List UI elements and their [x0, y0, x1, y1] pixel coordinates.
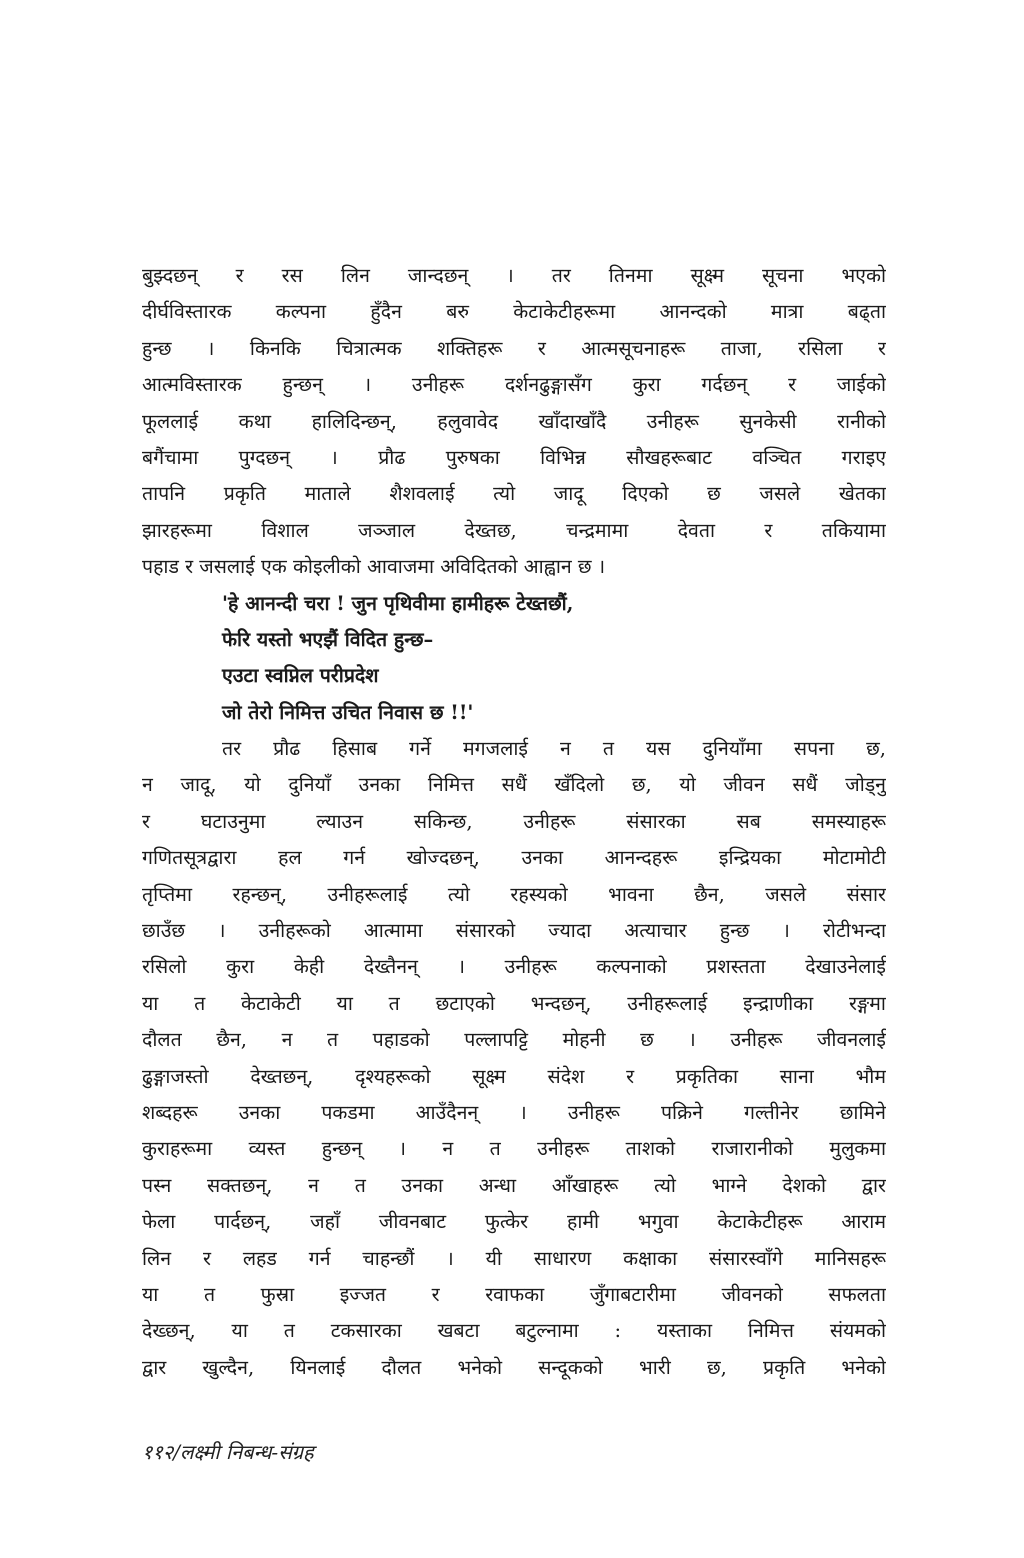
- text-line: पस्न सक्तछन्, न त उनका अन्धा आँखाहरू त्यो भाग्ने देशको द्वार: [142, 1173, 886, 1197]
- page-body: [142, 258, 886, 1386]
- verse-line: फेरि यस्तो भएझैं विदित हुन्छ–: [222, 627, 434, 651]
- text-line: ढुङ्गाजस्तो देख्तछन्, दृश्यहरूको सूक्ष्म संदेश र प्रकृतिका साना भौम: [142, 1064, 886, 1088]
- verse-line: जो तेरो निमित्त उचित निवास छ !!': [222, 700, 474, 724]
- text-line: गणितसूत्रद्वारा हल गर्न खोज्दछन्, उनका आनन्दहरू इन्द्रियका मोटामोटी: [142, 846, 886, 870]
- text-line: बगैंचामा पुग्दछन् । प्रौढ पुरुषका विभिन्न सौखहरूबाट वञ्चित गराइए: [142, 445, 886, 469]
- text-line: फूललाई कथा हालिदिन्छन्, हलुवावेद खाँदाखाँदै उनीहरू सुनकेसी रानीको: [142, 409, 886, 433]
- text-line: छाउँछ । उनीहरूको आत्मामा संसारको ज्यादा अत्याचार हुन्छ । रोटीभन्दा: [142, 919, 886, 943]
- page-footer: ११२/लक्ष्मी निबन्ध-संग्रह: [142, 1440, 314, 1464]
- text-line: तापनि प्रकृति माताले शैशवलाई त्यो जादू दिएको छ जसले खेतका: [142, 482, 886, 506]
- text-line: दौलत छैन, न त पहाडको पल्लापट्टि मोहनी छ । उनीहरू जीवनलाई: [142, 1028, 886, 1052]
- text-line: बुझ्दछन् र रस लिन जान्दछन् । तर तिनमा सूक्ष्म सूचना भएको: [142, 264, 886, 287]
- text-line: कुराहरूमा व्यस्त हुन्छन् । न त उनीहरू ताशको राजारानीको मुलुकमा: [142, 1137, 886, 1161]
- paragraph-1: [142, 258, 886, 586]
- verse-quote: [142, 586, 886, 732]
- text-line: द्वार खुल्दैन, यिनलाई दौलत भनेको सन्दूकको भारी छ, प्रकृति भनेको: [142, 1355, 886, 1379]
- text-line: तृप्तिमा रहन्छन्, उनीहरूलाई त्यो रहस्यको भावना छैन, जसले संसार: [142, 882, 886, 906]
- text-line: या त फुस्रा इज्जत र रवाफका जुँगाबटारीमा जीवनको सफलता: [142, 1282, 886, 1306]
- text-line: शब्दहरू उनका पकडमा आउँदैनन् । उनीहरू पक्रिने गल्तीनेर छामिने: [142, 1100, 886, 1124]
- text-line: र घटाउनुमा ल्याउन सकिन्छ, उनीहरू संसारका सब समस्याहरू: [142, 809, 886, 833]
- text-line: दीर्घविस्तारक कल्पना हुँदैन बरु केटाकेटीहरूमा आनन्दको मात्रा बढ्ता: [142, 300, 886, 324]
- text-line: या त केटाकेटी या त छटाएको भन्दछन्, उनीहरूलाई इन्द्राणीका रङ्गमा: [142, 991, 886, 1015]
- text-line: फेला पार्दछन्, जहाँ जीवनबाट फुत्केर हामी भगुवा केटाकेटीहरू आराम: [142, 1210, 886, 1234]
- text-line: रसिलो कुरा केही देख्तैनन् । उनीहरू कल्पनाको प्रशस्तता देखाउनेलाई: [142, 955, 886, 979]
- text-line: न जादू, यो दुनियाँ उनका निमित्त सधैं खँदिलो छ, यो जीवन सधैं जोड्नु: [142, 773, 886, 797]
- paragraph-2: [142, 731, 886, 1386]
- verse-line: 'हे आनन्दी चरा ! जुन पृथिवीमा हामीहरू टेख्तछौं,: [222, 591, 574, 615]
- text-line: पहाड र जसलाई एक कोइलीको आवाजमा अविदितको आह्वान छ ।: [142, 555, 606, 579]
- text-line: आत्मविस्तारक हुन्छन् । उनीहरू दर्शनढुङ्गासँग कुरा गर्दछन् र जाईको: [142, 373, 886, 397]
- text-line: हुन्छ । किनकि चित्रात्मक शक्तिहरू र आत्मसूचनाहरू ताजा, रसिला र: [142, 336, 886, 360]
- text-line: देख्छन्, या त टकसारका खबटा बटुल्नामा : यस्ताका निमित्त संयमको: [142, 1319, 886, 1343]
- verse-line: एउटा स्वप्निल परीप्रदेश: [222, 664, 379, 688]
- text-line: तर प्रौढ हिसाब गर्ने मगजलाई न त यस दुनियाँमा सपना छ,: [222, 737, 886, 761]
- text-line: लिन र लहड गर्न चाहन्छौं । यी साधारण कक्षाका संसारस्वाँगे मानिसहरू: [142, 1246, 886, 1270]
- text-line: झारहरूमा विशाल जञ्जाल देख्तछ, चन्द्रमामा देवता र तकियामा: [142, 518, 886, 542]
